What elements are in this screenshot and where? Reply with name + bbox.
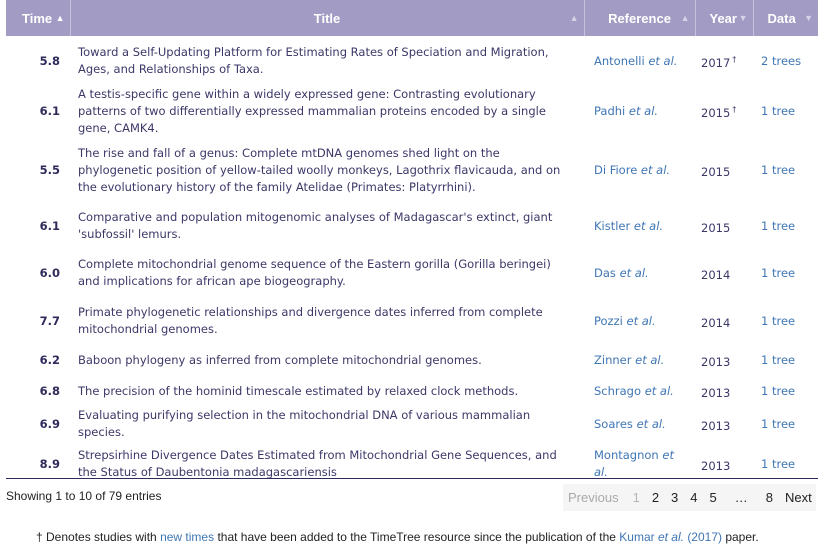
table-row xyxy=(6,297,818,345)
footnote xyxy=(36,530,759,544)
year-value: 2013 xyxy=(701,354,731,369)
year-cell xyxy=(695,407,753,441)
sort-desc-icon: ▼ xyxy=(738,13,748,23)
year-value: 2013 xyxy=(701,458,731,473)
column-header-time[interactable] xyxy=(6,0,70,36)
year-cell xyxy=(695,297,753,345)
data-link[interactable]: 1 tree xyxy=(761,313,796,328)
page-button[interactable]: 4 xyxy=(690,490,698,505)
table-body xyxy=(6,36,818,487)
pagination-ellipsis: … xyxy=(734,490,748,505)
title-cell: A testis-specific gene within a widely expressed gene: Contrasting evolutionary patterns of two differentially expressed mammalian proteins encoded by a single gene, CAMK4. xyxy=(78,87,546,135)
reference-link[interactable] xyxy=(584,441,695,487)
reference-etal: et al. xyxy=(635,352,665,367)
year-value: 2013 xyxy=(701,418,731,433)
time-cell: 7.7 xyxy=(39,313,60,328)
time-cell: 6.1 xyxy=(39,218,60,233)
reference-etal: et al. xyxy=(633,218,664,233)
kumar-author: Kumar xyxy=(619,530,655,544)
year-value: 2015 xyxy=(701,220,731,235)
title-cell: The rise and fall of a genus: Complete mtDNA genomes shed light on the phylogenetic position of yellow-tailed woolly monkeys, Lagothrix flavicauda, and on the evolutionary history of the family Atelidae (Primates: Platyrrhini). xyxy=(78,145,561,194)
dagger-mark: † xyxy=(732,54,737,64)
year-cell xyxy=(695,36,753,86)
reference-author: Das xyxy=(594,265,616,280)
table-row xyxy=(6,249,818,297)
year-cell xyxy=(695,203,753,249)
sort-desc-icon: ▼ xyxy=(804,13,813,23)
reference-author: Kistler xyxy=(594,218,631,233)
column-header-data[interactable] xyxy=(753,0,818,36)
data-link[interactable]: 2 trees xyxy=(761,53,802,68)
time-cell: 6.1 xyxy=(39,104,60,118)
column-header-reference-label: Reference xyxy=(608,10,671,26)
reference-author: Schrago xyxy=(594,383,642,398)
data-link[interactable]: 1 tree xyxy=(761,218,796,233)
table-row xyxy=(6,86,818,137)
time-cell: 5.8 xyxy=(39,53,60,68)
column-header-title-label: Title xyxy=(313,10,341,26)
footnote-prefix: † Denotes studies with xyxy=(36,530,161,544)
year-cell xyxy=(695,345,753,375)
table-header xyxy=(6,0,818,36)
year-value: 2014 xyxy=(701,315,731,330)
reference-author: Pozzi xyxy=(594,313,623,328)
year-cell xyxy=(695,441,753,487)
data-link[interactable]: 1 tree xyxy=(761,383,796,398)
pagination xyxy=(563,484,816,511)
year-cell xyxy=(695,375,753,407)
reference-etal: et al. xyxy=(636,416,666,431)
reference-link[interactable] xyxy=(584,137,695,203)
table-row xyxy=(6,441,818,487)
year-value: 2015 xyxy=(701,164,731,179)
data-link[interactable]: 1 tree xyxy=(761,416,796,431)
year-cell xyxy=(695,86,753,137)
reference-etal: et al. xyxy=(640,162,671,177)
header-row xyxy=(6,0,818,36)
new-times-link[interactable]: new times xyxy=(160,530,215,544)
reference-link[interactable] xyxy=(584,203,695,249)
time-cell: 6.2 xyxy=(39,352,60,367)
table-bottom-border xyxy=(6,478,818,479)
reference-author: Soares xyxy=(594,416,633,431)
reference-etal: et al. xyxy=(626,313,656,328)
reference-link[interactable] xyxy=(584,345,695,375)
time-cell: 8.9 xyxy=(39,456,60,471)
reference-etal: et al. xyxy=(619,265,649,280)
studies-table xyxy=(6,0,818,487)
column-header-data-label: Data xyxy=(767,10,796,26)
kumar-etal: et al. xyxy=(657,530,684,544)
data-link[interactable]: 1 tree xyxy=(761,456,796,471)
reference-author: Padhi xyxy=(594,104,626,118)
table-row xyxy=(6,137,818,203)
column-header-title[interactable] xyxy=(70,0,584,36)
reference-link[interactable] xyxy=(584,375,695,407)
data-link[interactable]: 1 tree xyxy=(761,352,796,367)
year-value: 2015 xyxy=(701,105,731,120)
year-cell xyxy=(695,249,753,297)
title-cell: Strepsirhine Divergence Dates Estimated from Mitochondrial Gene Sequences, and the Status of Daubentonia madagascariensis xyxy=(78,448,557,479)
year-value: 2017 xyxy=(701,55,731,70)
title-cell: Primate phylogenetic relationships and divergence dates inferred from complete mitochondrial genomes. xyxy=(78,305,543,336)
previous-button[interactable]: Previous xyxy=(568,490,619,505)
year-value: 2013 xyxy=(701,385,731,400)
page-button[interactable]: 5 xyxy=(709,490,717,505)
dagger-mark: † xyxy=(732,105,737,115)
reference-etal: et al. xyxy=(648,53,678,68)
reference-author: Antonelli xyxy=(594,53,645,68)
time-cell: 6.9 xyxy=(39,416,60,431)
table-row xyxy=(6,375,818,407)
reference-author: Di Fiore xyxy=(594,162,638,177)
reference-etal: et al. xyxy=(644,383,674,398)
time-cell: 6.8 xyxy=(39,383,60,398)
time-cell: 5.5 xyxy=(39,162,60,177)
data-link[interactable]: 1 tree xyxy=(761,265,796,280)
reference-link[interactable] xyxy=(584,407,695,441)
page-button[interactable]: 3 xyxy=(671,490,679,505)
kumar-year: (2017) xyxy=(687,530,722,544)
kumar-paper-link[interactable] xyxy=(619,530,722,544)
reference-link[interactable] xyxy=(584,36,695,86)
title-cell: Comparative and population mitogenomic analyses of Madagascar's extinct, giant 'subfossil' lemurs. xyxy=(78,210,553,241)
next-button[interactable]: Next xyxy=(784,490,812,505)
studies-table-container xyxy=(6,0,818,487)
column-header-reference[interactable] xyxy=(584,0,695,36)
time-cell: 6.0 xyxy=(39,265,60,280)
year-value: 2014 xyxy=(701,267,731,282)
year-cell xyxy=(695,137,753,203)
column-header-year[interactable] xyxy=(695,0,753,36)
table-row xyxy=(6,203,818,249)
page-button-last[interactable]: 8 xyxy=(765,490,773,505)
title-cell: The precision of the hominid timescale estimated by relaxed clock methods. xyxy=(78,383,519,398)
data-link[interactable]: 1 tree xyxy=(761,104,796,118)
reference-link[interactable] xyxy=(584,86,695,137)
table-row xyxy=(6,36,818,86)
table-row xyxy=(6,407,818,441)
reference-link[interactable] xyxy=(584,297,695,345)
title-cell: Baboon phylogeny as inferred from complete mitochondrial genomes. xyxy=(78,352,482,367)
reference-author: Zinner xyxy=(594,352,632,367)
reference-link[interactable] xyxy=(584,249,695,297)
page-button-current[interactable]: 1 xyxy=(632,490,640,505)
footnote-middle: that have been added to the TimeTree resource since the publication of the xyxy=(214,530,620,544)
title-cell: Complete mitochondrial genome sequence of the Eastern gorilla (Gorilla beringei) and implications for african ape biogeography. xyxy=(78,257,551,288)
data-link[interactable]: 1 tree xyxy=(761,162,796,177)
table-row xyxy=(6,345,818,375)
reference-etal: et al. xyxy=(628,104,659,118)
reference-author: Montagnon xyxy=(594,448,659,462)
page-button[interactable]: 2 xyxy=(651,490,660,505)
reference-etal: et al. xyxy=(594,448,674,479)
sort-icon: ▲ xyxy=(680,13,690,23)
table-info: Showing 1 to 10 of 79 entries xyxy=(6,489,162,503)
title-cell: Evaluating purifying selection in the mitochondrial DNA of various mammalian species. xyxy=(78,408,531,439)
footnote-suffix: paper. xyxy=(722,530,759,544)
column-header-time-label: Time xyxy=(22,10,53,26)
title-cell: Toward a Self-Updating Platform for Estimating Rates of Speciation and Migration, Ages, and Relationships of Taxa. xyxy=(78,45,549,76)
column-header-year-label: Year xyxy=(709,10,737,26)
sort-icon: ▲ xyxy=(569,13,579,23)
sort-asc-icon: ▲ xyxy=(55,13,65,23)
